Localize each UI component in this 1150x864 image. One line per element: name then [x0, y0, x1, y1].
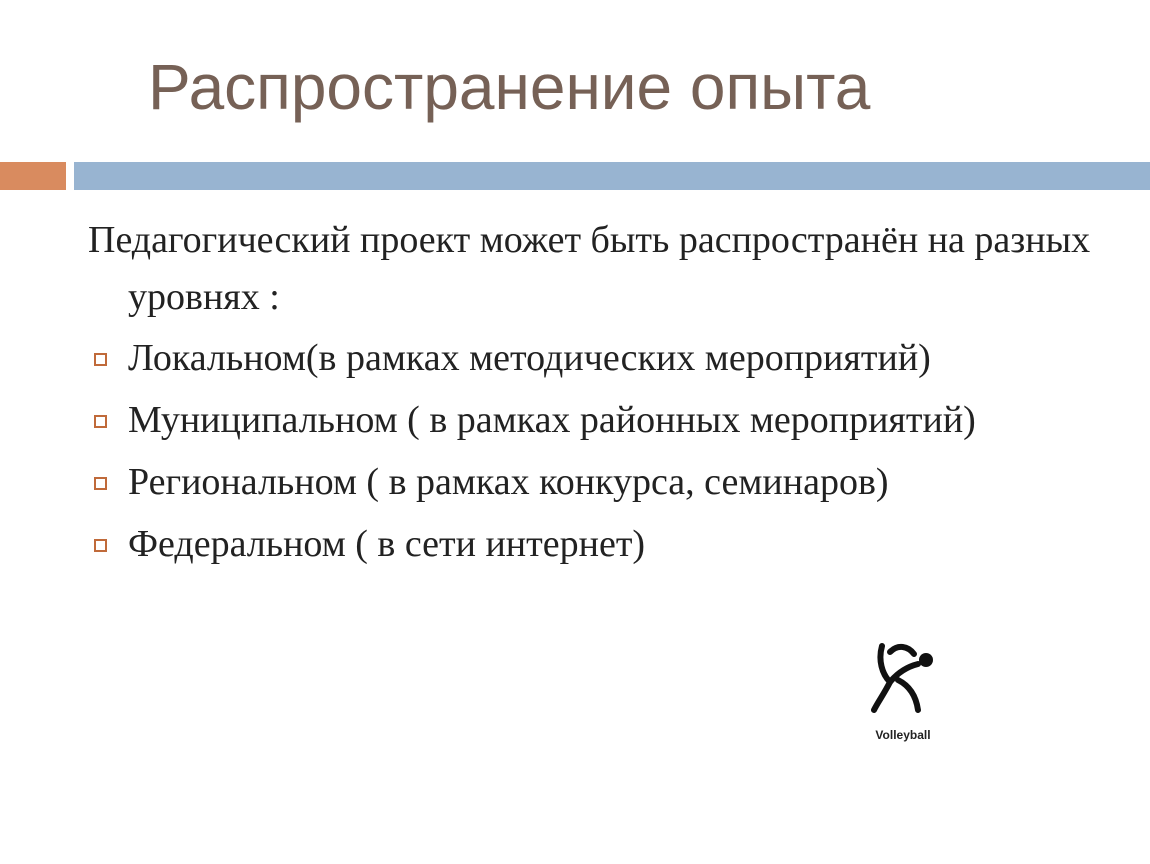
slide-body — [88, 212, 1128, 578]
title-accent-bar-blue — [74, 162, 1150, 190]
bullet-item-municipal — [88, 392, 1128, 449]
bullet-text: Муниципальном ( в рамках районных мероприятий) — [128, 399, 976, 441]
bullet-text: Локальном(в рамках методических мероприятий) — [128, 337, 931, 379]
slide-title: Распространение опыта — [148, 51, 871, 123]
square-bullet-icon — [94, 415, 107, 428]
bullet-item-local — [88, 330, 1128, 387]
square-bullet-icon — [94, 353, 107, 366]
square-bullet-icon — [94, 477, 107, 490]
square-bullet-icon — [94, 539, 107, 552]
bullet-text: Федеральном ( в сети интернет) — [128, 523, 646, 565]
pictogram-caption: Volleyball — [875, 728, 931, 742]
volleyball-player-icon — [868, 630, 940, 722]
volleyball-pictogram — [830, 624, 976, 748]
bullet-list — [88, 330, 1128, 573]
bullet-item-federal — [88, 516, 1128, 573]
bullet-text: Региональном ( в рамках конкурса, семинаров) — [128, 461, 889, 503]
title-accent-bar-orange — [0, 162, 66, 190]
intro-text: Педагогический проект может быть распространён на разных уровнях : — [88, 219, 1091, 318]
bullet-item-regional — [88, 454, 1128, 511]
